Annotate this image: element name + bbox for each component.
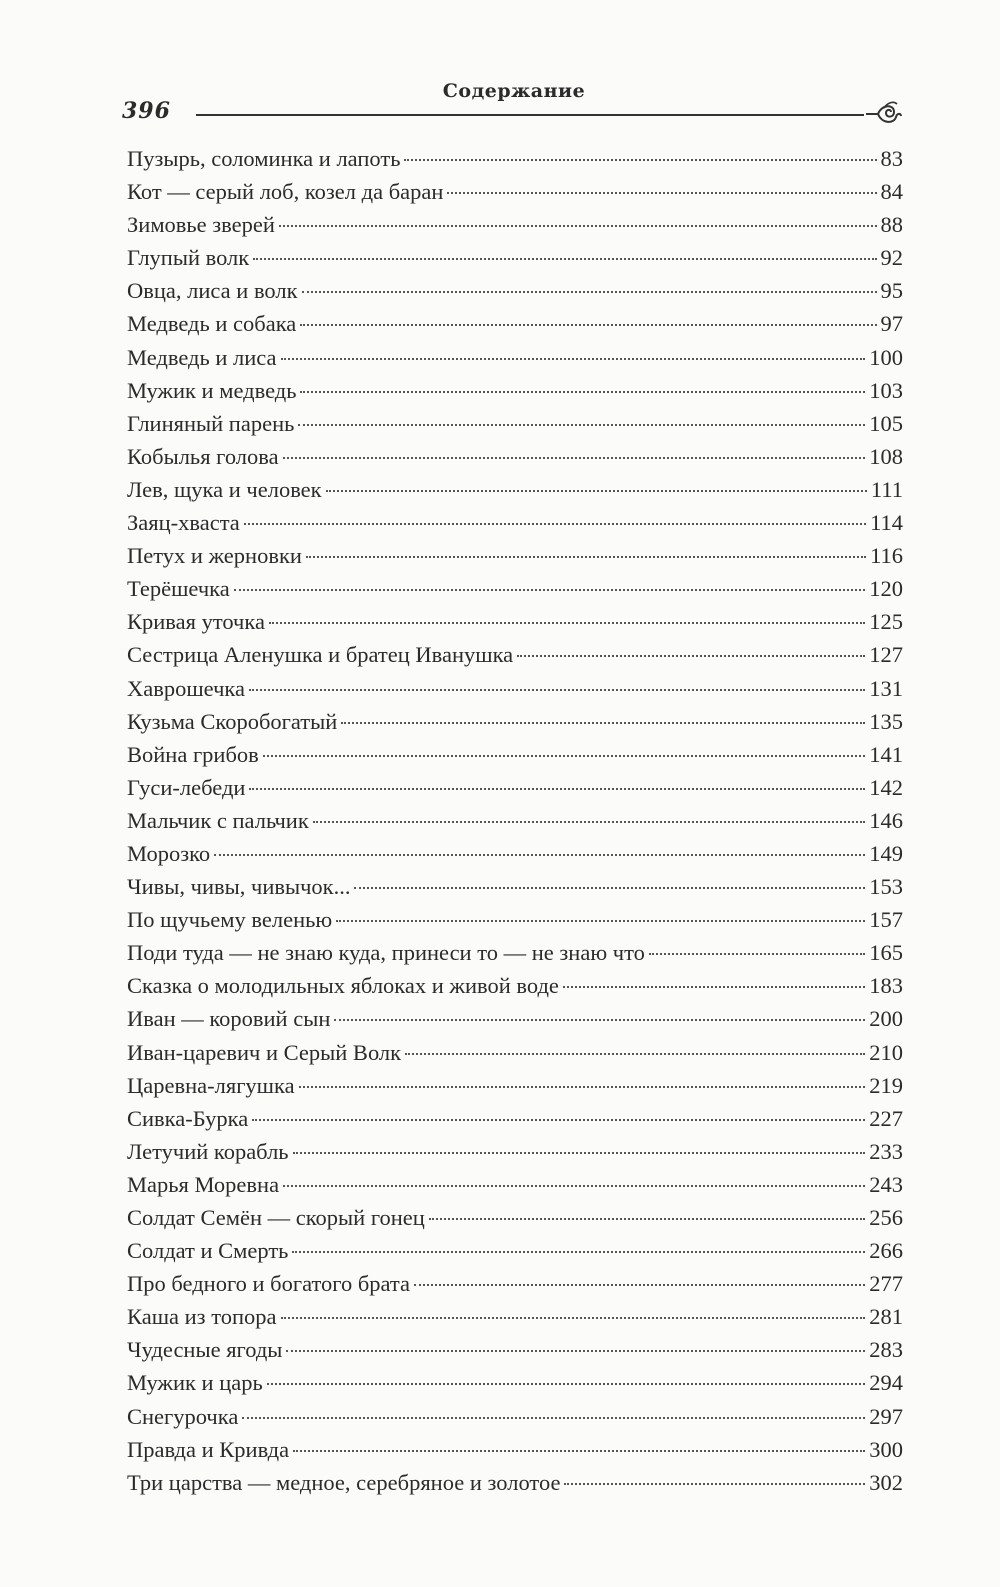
toc-entry <box>127 804 903 837</box>
toc-entry <box>127 837 903 870</box>
toc-entry <box>127 539 903 572</box>
toc-entry <box>127 1433 903 1466</box>
toc-entry-page-number: 83 <box>880 146 903 171</box>
toc-entry-page-number: 281 <box>869 1304 903 1330</box>
toc-entry-page-number: 277 <box>869 1271 903 1297</box>
toc-entry <box>127 440 903 473</box>
toc-entry <box>127 506 903 539</box>
dot-leader <box>279 225 877 227</box>
toc-entry-title: Морозко <box>127 840 211 866</box>
toc-entry-page-number: 227 <box>869 1105 903 1131</box>
dot-leader <box>234 589 865 591</box>
toc-entry <box>127 705 903 738</box>
toc-entry-page-number: 88 <box>880 212 903 238</box>
dot-leader <box>242 1417 865 1419</box>
toc-entry <box>127 274 903 307</box>
toc-entry-title: Мальчик с пальчик <box>127 807 309 833</box>
toc-entry-page-number: 300 <box>869 1436 903 1462</box>
dot-leader <box>336 920 865 922</box>
toc-entry-title: Солдат Семён — скорый гонец <box>127 1205 425 1230</box>
toc-entry-page-number: 219 <box>869 1072 903 1098</box>
toc-entry-title: Три царства — медное, серебряное и золотое <box>127 1469 561 1495</box>
toc-entry <box>127 407 903 440</box>
toc-entry <box>127 1333 903 1366</box>
toc-entry-page-number: 105 <box>869 410 903 436</box>
toc-entry <box>127 1102 903 1135</box>
dot-leader <box>253 258 876 260</box>
toc-entry-title: Лев, щука и человек <box>127 476 322 502</box>
dot-leader <box>334 1019 865 1021</box>
toc-entry <box>127 208 903 241</box>
toc-entry-title: Заяц-хваста <box>127 510 240 536</box>
toc-entry-title: Глупый волк <box>127 245 250 271</box>
dot-leader <box>300 391 865 393</box>
dot-leader <box>299 1086 866 1088</box>
dot-leader <box>281 1317 866 1319</box>
toc-entry-page-number: 127 <box>869 642 903 668</box>
toc-entry-page-number: 200 <box>869 1006 903 1032</box>
page-header <box>122 72 906 132</box>
toc-entry-page-number: 103 <box>869 377 903 403</box>
toc-entry <box>127 1234 903 1267</box>
toc-entry <box>127 605 903 638</box>
toc-entry-title: Мужик и медведь <box>127 377 297 403</box>
toc-entry-title: Марья Моревна <box>127 1171 280 1197</box>
dot-leader <box>252 1119 865 1121</box>
toc-entry-title: Поди туда — не знаю куда, принеси то — не знаю что <box>127 940 645 966</box>
toc-entry-page-number: 149 <box>869 840 903 866</box>
toc-entry-page-number: 100 <box>869 344 903 370</box>
toc-entry-page-number: 294 <box>869 1370 903 1396</box>
toc-entry-page-number: 116 <box>870 543 903 569</box>
dot-leader <box>447 192 876 194</box>
dot-leader <box>263 755 865 757</box>
toc-entry-page-number: 131 <box>869 675 903 701</box>
toc-entry-page-number: 266 <box>869 1238 903 1264</box>
toc-entry <box>127 241 903 274</box>
toc-entry <box>127 175 903 208</box>
toc-entry <box>127 1466 903 1499</box>
toc-entry-title: Чудесные ягоды <box>127 1337 283 1363</box>
toc-entry <box>127 1036 903 1069</box>
dot-leader <box>517 655 865 657</box>
running-title: Содержание <box>442 80 586 102</box>
dot-leader <box>429 1218 865 1220</box>
toc-entry <box>127 1300 903 1333</box>
dot-leader <box>244 523 866 525</box>
toc-entry-title: Гуси-лебеди <box>127 774 246 800</box>
toc-entry-title: Пузырь, соломинка и лапоть <box>127 146 401 171</box>
toc-entry-title: Сивка-Бурка <box>127 1105 249 1131</box>
toc-entry-title: Правда и Кривда <box>127 1436 290 1462</box>
toc-entry-page-number: 297 <box>869 1403 903 1429</box>
dot-leader <box>283 1185 865 1187</box>
toc-entry-page-number: 210 <box>869 1039 903 1065</box>
toc-entry-title: Зимовье зверей <box>127 212 275 238</box>
dot-leader <box>249 689 865 691</box>
header-rule <box>196 114 864 116</box>
toc-entry <box>127 1168 903 1201</box>
toc-entry-page-number: 111 <box>870 476 903 502</box>
dot-leader <box>281 358 866 360</box>
toc-entry-title: Медведь и собака <box>127 311 297 337</box>
toc-entry-page-number: 120 <box>869 576 903 602</box>
toc-entry-title: Каша из топора <box>127 1304 277 1330</box>
dot-leader <box>306 556 866 558</box>
toc-entry <box>127 771 903 804</box>
toc-entry <box>127 374 903 407</box>
toc-entry-title: Чивы, чивы, чивычок... <box>127 874 351 900</box>
toc-entry <box>127 903 903 936</box>
toc-entry-title: Иван — коровий сын <box>127 1006 331 1032</box>
dot-leader <box>341 722 865 724</box>
dot-leader <box>286 1350 865 1352</box>
toc-entry <box>127 936 903 969</box>
toc-entry <box>127 307 903 340</box>
table-of-contents <box>127 142 903 1499</box>
toc-entry-page-number: 256 <box>869 1205 903 1230</box>
toc-entry <box>127 738 903 771</box>
toc-entry <box>127 870 903 903</box>
toc-entry <box>127 1366 903 1399</box>
toc-entry-title: Про бедного и богатого брата <box>127 1271 411 1297</box>
toc-entry-page-number: 141 <box>869 741 903 767</box>
toc-entry-page-number: 183 <box>869 973 903 999</box>
toc-entry-title: Иван-царевич и Серый Волк <box>127 1039 402 1065</box>
dot-leader <box>564 1483 865 1485</box>
toc-entry <box>127 473 903 506</box>
toc-entry <box>127 969 903 1002</box>
toc-entry-title: Летучий корабль <box>127 1138 289 1164</box>
toc-entry-title: Солдат и Смерть <box>127 1238 289 1264</box>
dot-leader <box>563 986 865 988</box>
dot-leader <box>405 1053 865 1055</box>
dot-leader <box>326 490 867 492</box>
toc-entry <box>127 142 903 175</box>
toc-entry-page-number: 233 <box>869 1138 903 1164</box>
toc-entry-page-number: 125 <box>869 609 903 635</box>
toc-entry-title: Терёшечка <box>127 576 230 602</box>
dot-leader <box>283 457 866 459</box>
toc-entry-page-number: 302 <box>869 1469 903 1495</box>
toc-entry-title: Хаврошечка <box>127 675 246 701</box>
dot-leader <box>292 1251 865 1253</box>
dot-leader <box>649 953 865 955</box>
dot-leader <box>302 291 877 293</box>
toc-entry-page-number: 153 <box>869 874 903 900</box>
toc-entry <box>127 1135 903 1168</box>
toc-entry-page-number: 84 <box>880 179 903 205</box>
dot-leader <box>300 324 876 326</box>
dot-leader <box>214 854 865 856</box>
dot-leader <box>404 159 876 161</box>
toc-entry <box>127 572 903 605</box>
toc-entry-page-number: 142 <box>869 774 903 800</box>
toc-entry <box>127 1002 903 1035</box>
toc-entry-title: Медведь и лиса <box>127 344 277 370</box>
toc-entry-page-number: 146 <box>869 807 903 833</box>
toc-entry-title: Петух и жерновки <box>127 543 302 569</box>
dot-leader <box>293 1152 866 1154</box>
toc-entry-title: Сказка о молодильных яблоках и живой воде <box>127 973 559 999</box>
toc-entry-title: Мужик и царь <box>127 1370 263 1396</box>
toc-entry-title: Кузьма Скоробогатый <box>127 708 338 734</box>
dot-leader <box>249 788 865 790</box>
dot-leader <box>414 1284 865 1286</box>
toc-entry-page-number: 283 <box>869 1337 903 1363</box>
toc-entry-page-number: 135 <box>869 708 903 734</box>
toc-entry <box>127 341 903 374</box>
toc-entry <box>127 1400 903 1433</box>
toc-entry-page-number: 92 <box>880 245 903 271</box>
dot-leader <box>267 1383 866 1385</box>
dot-leader <box>293 1450 865 1452</box>
toc-entry-page-number: 165 <box>869 940 903 966</box>
dot-leader <box>269 622 865 624</box>
toc-entry-page-number: 157 <box>869 907 903 933</box>
toc-entry-title: Овца, лиса и волк <box>127 278 298 304</box>
dot-leader <box>313 821 865 823</box>
scroll-flourish-icon <box>864 98 904 128</box>
toc-entry <box>127 1069 903 1102</box>
toc-entry-title: Кривая уточка <box>127 609 265 635</box>
toc-entry-page-number: 95 <box>880 278 903 304</box>
toc-entry-page-number: 97 <box>880 311 903 337</box>
toc-entry-page-number: 243 <box>869 1171 903 1197</box>
toc-entry-title: Кот — серый лоб, козел да баран <box>127 179 444 205</box>
toc-entry-title: Глиняный парень <box>127 410 295 436</box>
toc-entry-page-number: 114 <box>870 510 903 536</box>
toc-entry-title: Сестрица Аленушка и братец Иванушка <box>127 642 514 668</box>
dot-leader <box>298 424 865 426</box>
toc-entry <box>127 1267 903 1300</box>
toc-entry-title: По щучьему веленью <box>127 907 333 933</box>
dot-leader <box>354 887 865 889</box>
toc-entry-title: Война грибов <box>127 741 259 767</box>
page-number: 396 <box>122 98 171 124</box>
toc-entry <box>127 1201 903 1234</box>
toc-entry-title: Царевна-лягушка <box>127 1072 295 1098</box>
toc-entry <box>127 672 903 705</box>
toc-entry-title: Кобылья голова <box>127 443 279 469</box>
toc-entry-page-number: 108 <box>869 443 903 469</box>
toc-entry-title: Снегурочка <box>127 1403 239 1429</box>
toc-entry <box>127 638 903 671</box>
